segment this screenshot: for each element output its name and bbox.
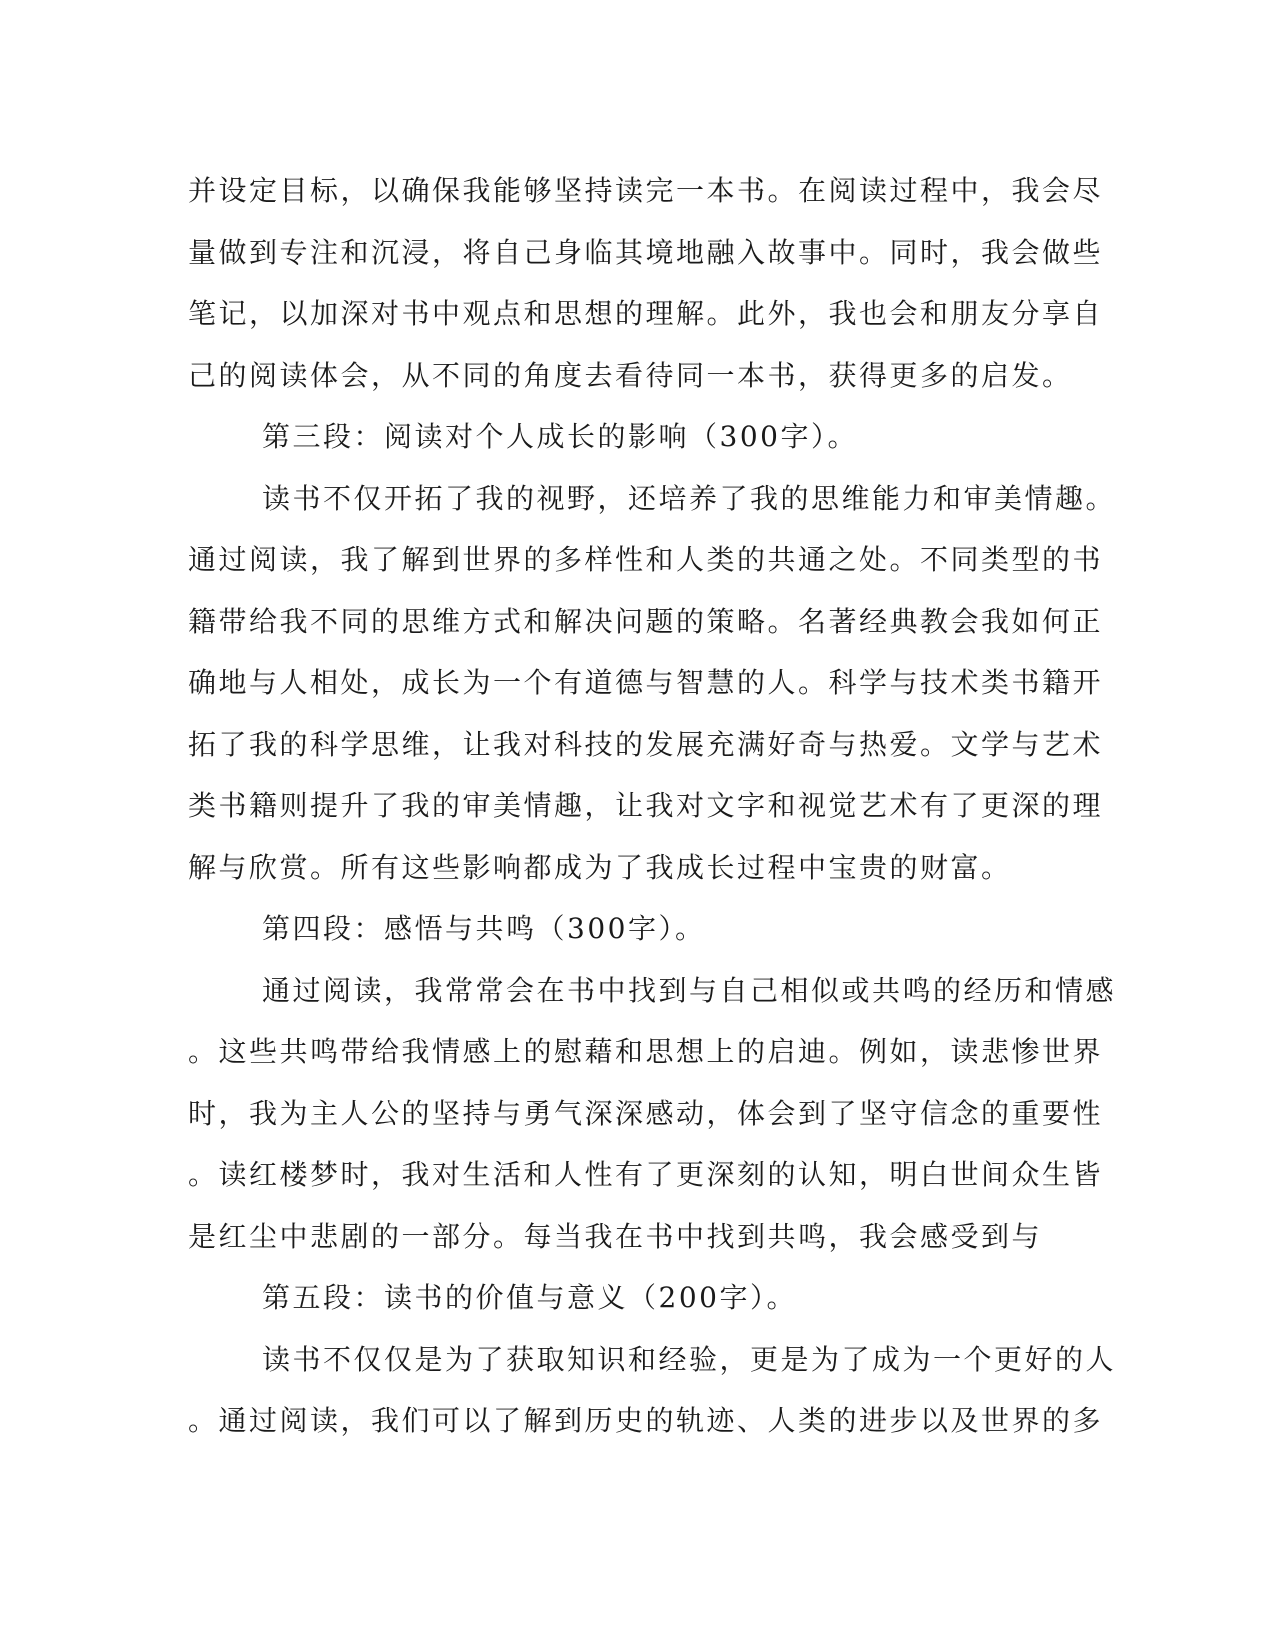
text-line: 确地与人相处，成长为一个有道德与智慧的人。科学与技术类书籍开 <box>188 666 1104 699</box>
text-line: 籍带给我不同的思维方式和解决问题的策略。名著经典教会我如何正 <box>188 604 1104 638</box>
paragraph-start-line: 通过阅读，我常常会在书中找到与自己相似或共鸣的经历和情感 <box>262 973 1117 1007</box>
paragraph-start-line: 第五段：读书的价值与意义（200字）。 <box>262 1281 797 1314</box>
text-line: 笔记，以加深对书中观点和思想的理解。此外，我也会和朋友分享自 <box>188 297 1104 330</box>
text-line: 。这些共鸣带给我情感上的慰藉和思想上的启迪。例如，读悲惨世界 <box>188 1035 1104 1068</box>
paragraph-start-line: 第四段：感悟与共鸣（300字）。 <box>262 912 706 945</box>
text-line: 拓了我的科学思维，让我对科技的发展充满好奇与热爱。文学与艺术 <box>188 727 1104 761</box>
text-line: 。读红楼梦时，我对生活和人性有了更深刻的认知，明白世间众生皆 <box>188 1158 1104 1191</box>
document-body <box>188 160 1117 1452</box>
text-line: 时，我为主人公的坚持与勇气深深感动，体会到了坚守信念的重要性 <box>188 1096 1104 1130</box>
text-line: 。通过阅读，我们可以了解到历史的轨迹、人类的进步以及世界的多 <box>188 1404 1104 1437</box>
text-line: 通过阅读，我了解到世界的多样性和人类的共通之处。不同类型的书 <box>188 543 1104 576</box>
paragraph-start-line: 第三段：阅读对个人成长的影响（300字）。 <box>262 420 858 453</box>
text-line: 解与欣赏。所有这些影响都成为了我成长过程中宝贵的财富。 <box>188 850 1012 884</box>
paragraph-start-line: 读书不仅开拓了我的视野，还培养了我的思维能力和审美情趣。 <box>262 481 1117 515</box>
text-line: 量做到专注和沉浸，将自己身临其境地融入故事中。同时，我会做些 <box>188 235 1104 269</box>
paragraph-start-line: 读书不仅仅是为了获取知识和经验，更是为了成为一个更好的人 <box>262 1342 1117 1376</box>
text-line: 并设定目标，以确保我能够坚持读完一本书。在阅读过程中，我会尽 <box>188 174 1104 207</box>
text-line: 类书籍则提升了我的审美情趣，让我对文字和视觉艺术有了更深的理 <box>188 789 1104 822</box>
text-line: 己的阅读体会，从不同的角度去看待同一本书，获得更多的启发。 <box>188 358 1073 392</box>
text-line: 是红尘中悲剧的一部分。每当我在书中找到共鸣，我会感受到与 <box>188 1219 1043 1253</box>
